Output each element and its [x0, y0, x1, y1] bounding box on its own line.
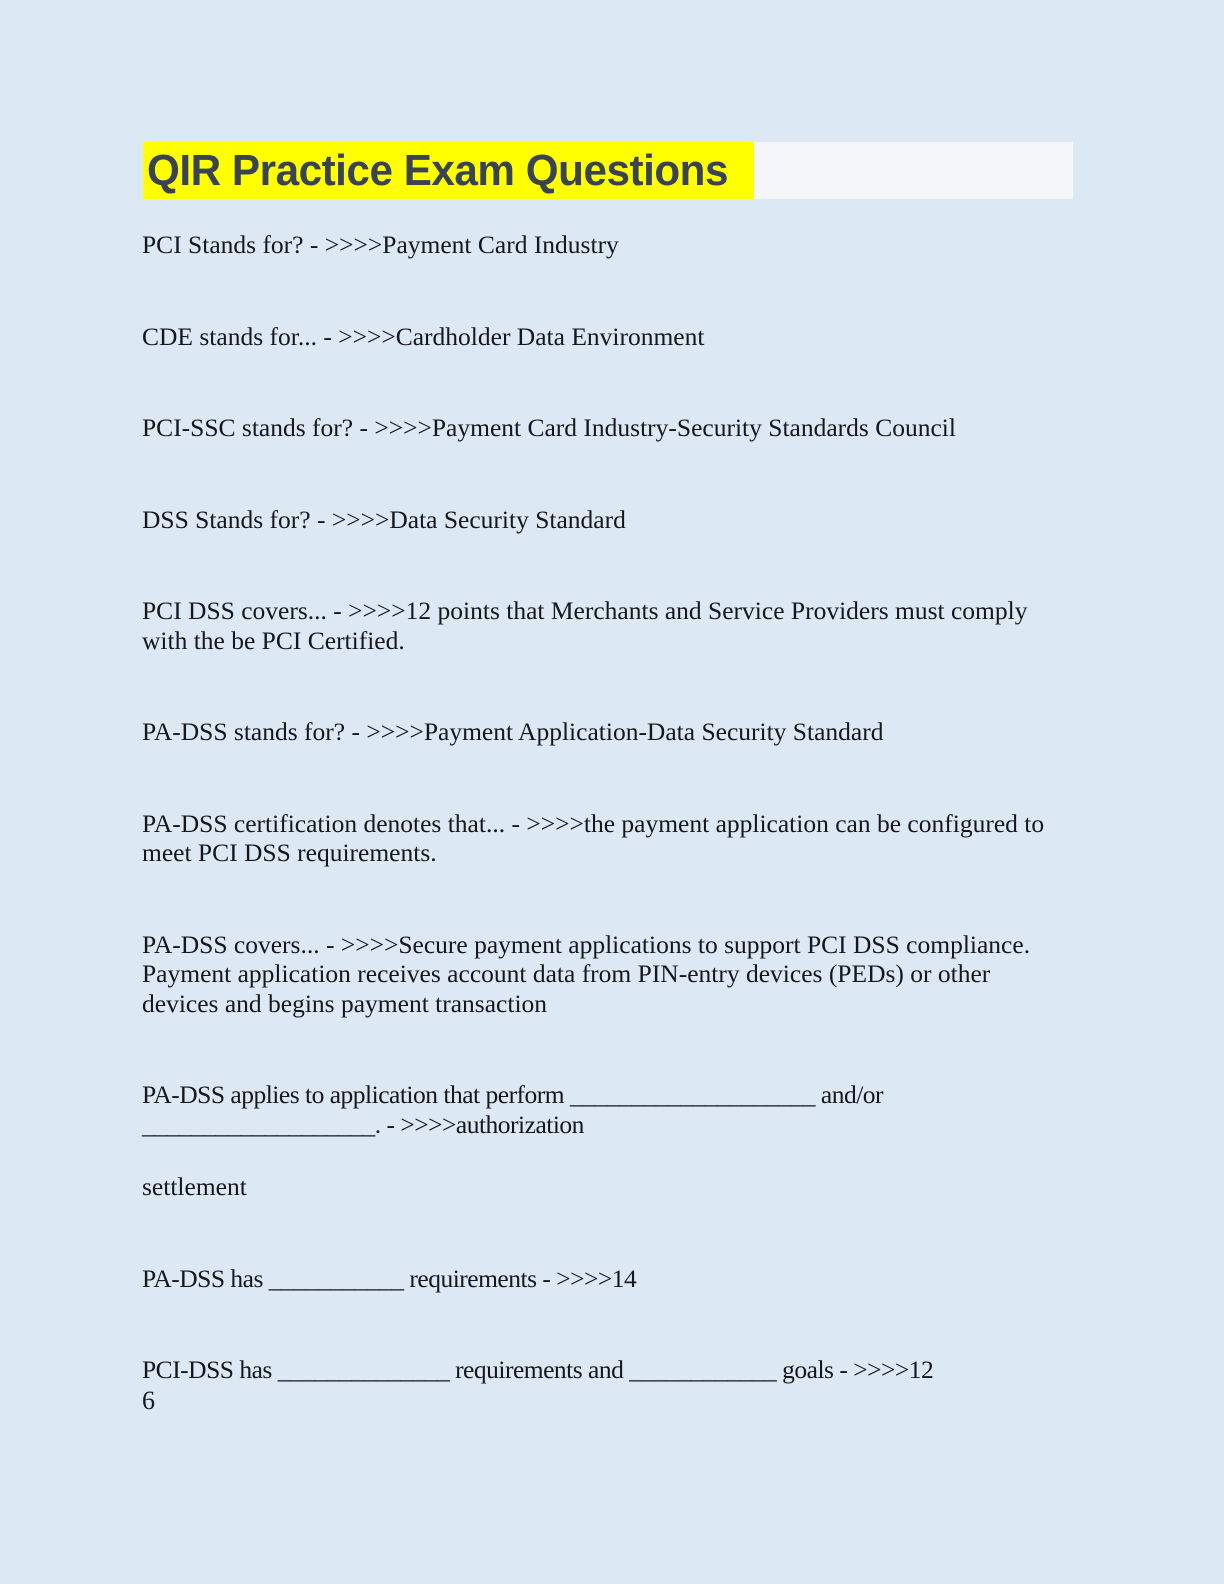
- paragraph-spacer: [142, 747, 1072, 809]
- page-title: QIR Practice Exam Questions: [147, 145, 728, 195]
- title-banner: [143, 142, 1073, 199]
- paragraph-spacer: [142, 260, 1072, 322]
- document-body: [142, 230, 1072, 1385]
- paragraph-spacer: [142, 534, 1072, 596]
- qa-item-dss-stands-for: DSS Stands for? - >>>>Data Security Standard: [142, 504, 626, 534]
- qa-item-pci-dss-covers: PCI DSS covers... - >>>>12 points that Merchants and Service Providers must comply with the be PCI Certified.: [142, 596, 1028, 655]
- paragraph-spacer: [142, 443, 1072, 505]
- qa-item-pa-dss-certification-denotes: PA-DSS certification denotes that... - >>>>the payment application can be configured to meet PCI DSS requirements.: [142, 808, 1045, 867]
- qa-item-pci-ssc-stands-for: PCI-SSC stands for? - >>>>Payment Card Industry-Security Standards Council: [142, 413, 956, 442]
- paragraph-spacer: [142, 868, 1072, 930]
- qa-item-pci-stands-for: PCI Stands for? - >>>>Payment Card Industry: [142, 230, 619, 259]
- paragraph-spacer: [142, 655, 1072, 717]
- qa-item-pa-dss-stands-for: PA-DSS stands for? - >>>>Payment Application-Data Security Standard: [142, 717, 884, 746]
- page-number: 6: [142, 1386, 155, 1415]
- title-highlight: [143, 142, 754, 199]
- qa-item-cde-stands-for: CDE stands for... - >>>>Cardholder Data Environment: [142, 321, 705, 351]
- qa-item-pa-dss-has-requirements: PA-DSS has ___________ requirements - >>>>14: [142, 1263, 637, 1293]
- paragraph-spacer: [142, 1293, 1072, 1355]
- qa-item-pa-dss-covers: PA-DSS covers... - >>>>Secure payment applications to support PCI DSS compliance. Payment application receives account data from PIN-entry devices (PEDs) or other devices and begins payment transaction: [142, 929, 1031, 1018]
- qa-item-pa-dss-applies-to: PA-DSS applies to application that perform ____________________ and/or ___________________. - >>>>authorization: [142, 1080, 884, 1139]
- paragraph-spacer: [142, 351, 1072, 413]
- paragraph-spacer: [142, 1139, 1072, 1172]
- qa-item-pci-dss-has-requirements-and-goals: PCI-DSS has ______________ requirements and ____________ goals - >>>>12: [142, 1355, 934, 1384]
- paragraph-spacer: [142, 1018, 1072, 1080]
- paragraph-spacer: [142, 1202, 1072, 1264]
- qa-item-pa-dss-applies-to-answer-2: settlement: [142, 1172, 247, 1201]
